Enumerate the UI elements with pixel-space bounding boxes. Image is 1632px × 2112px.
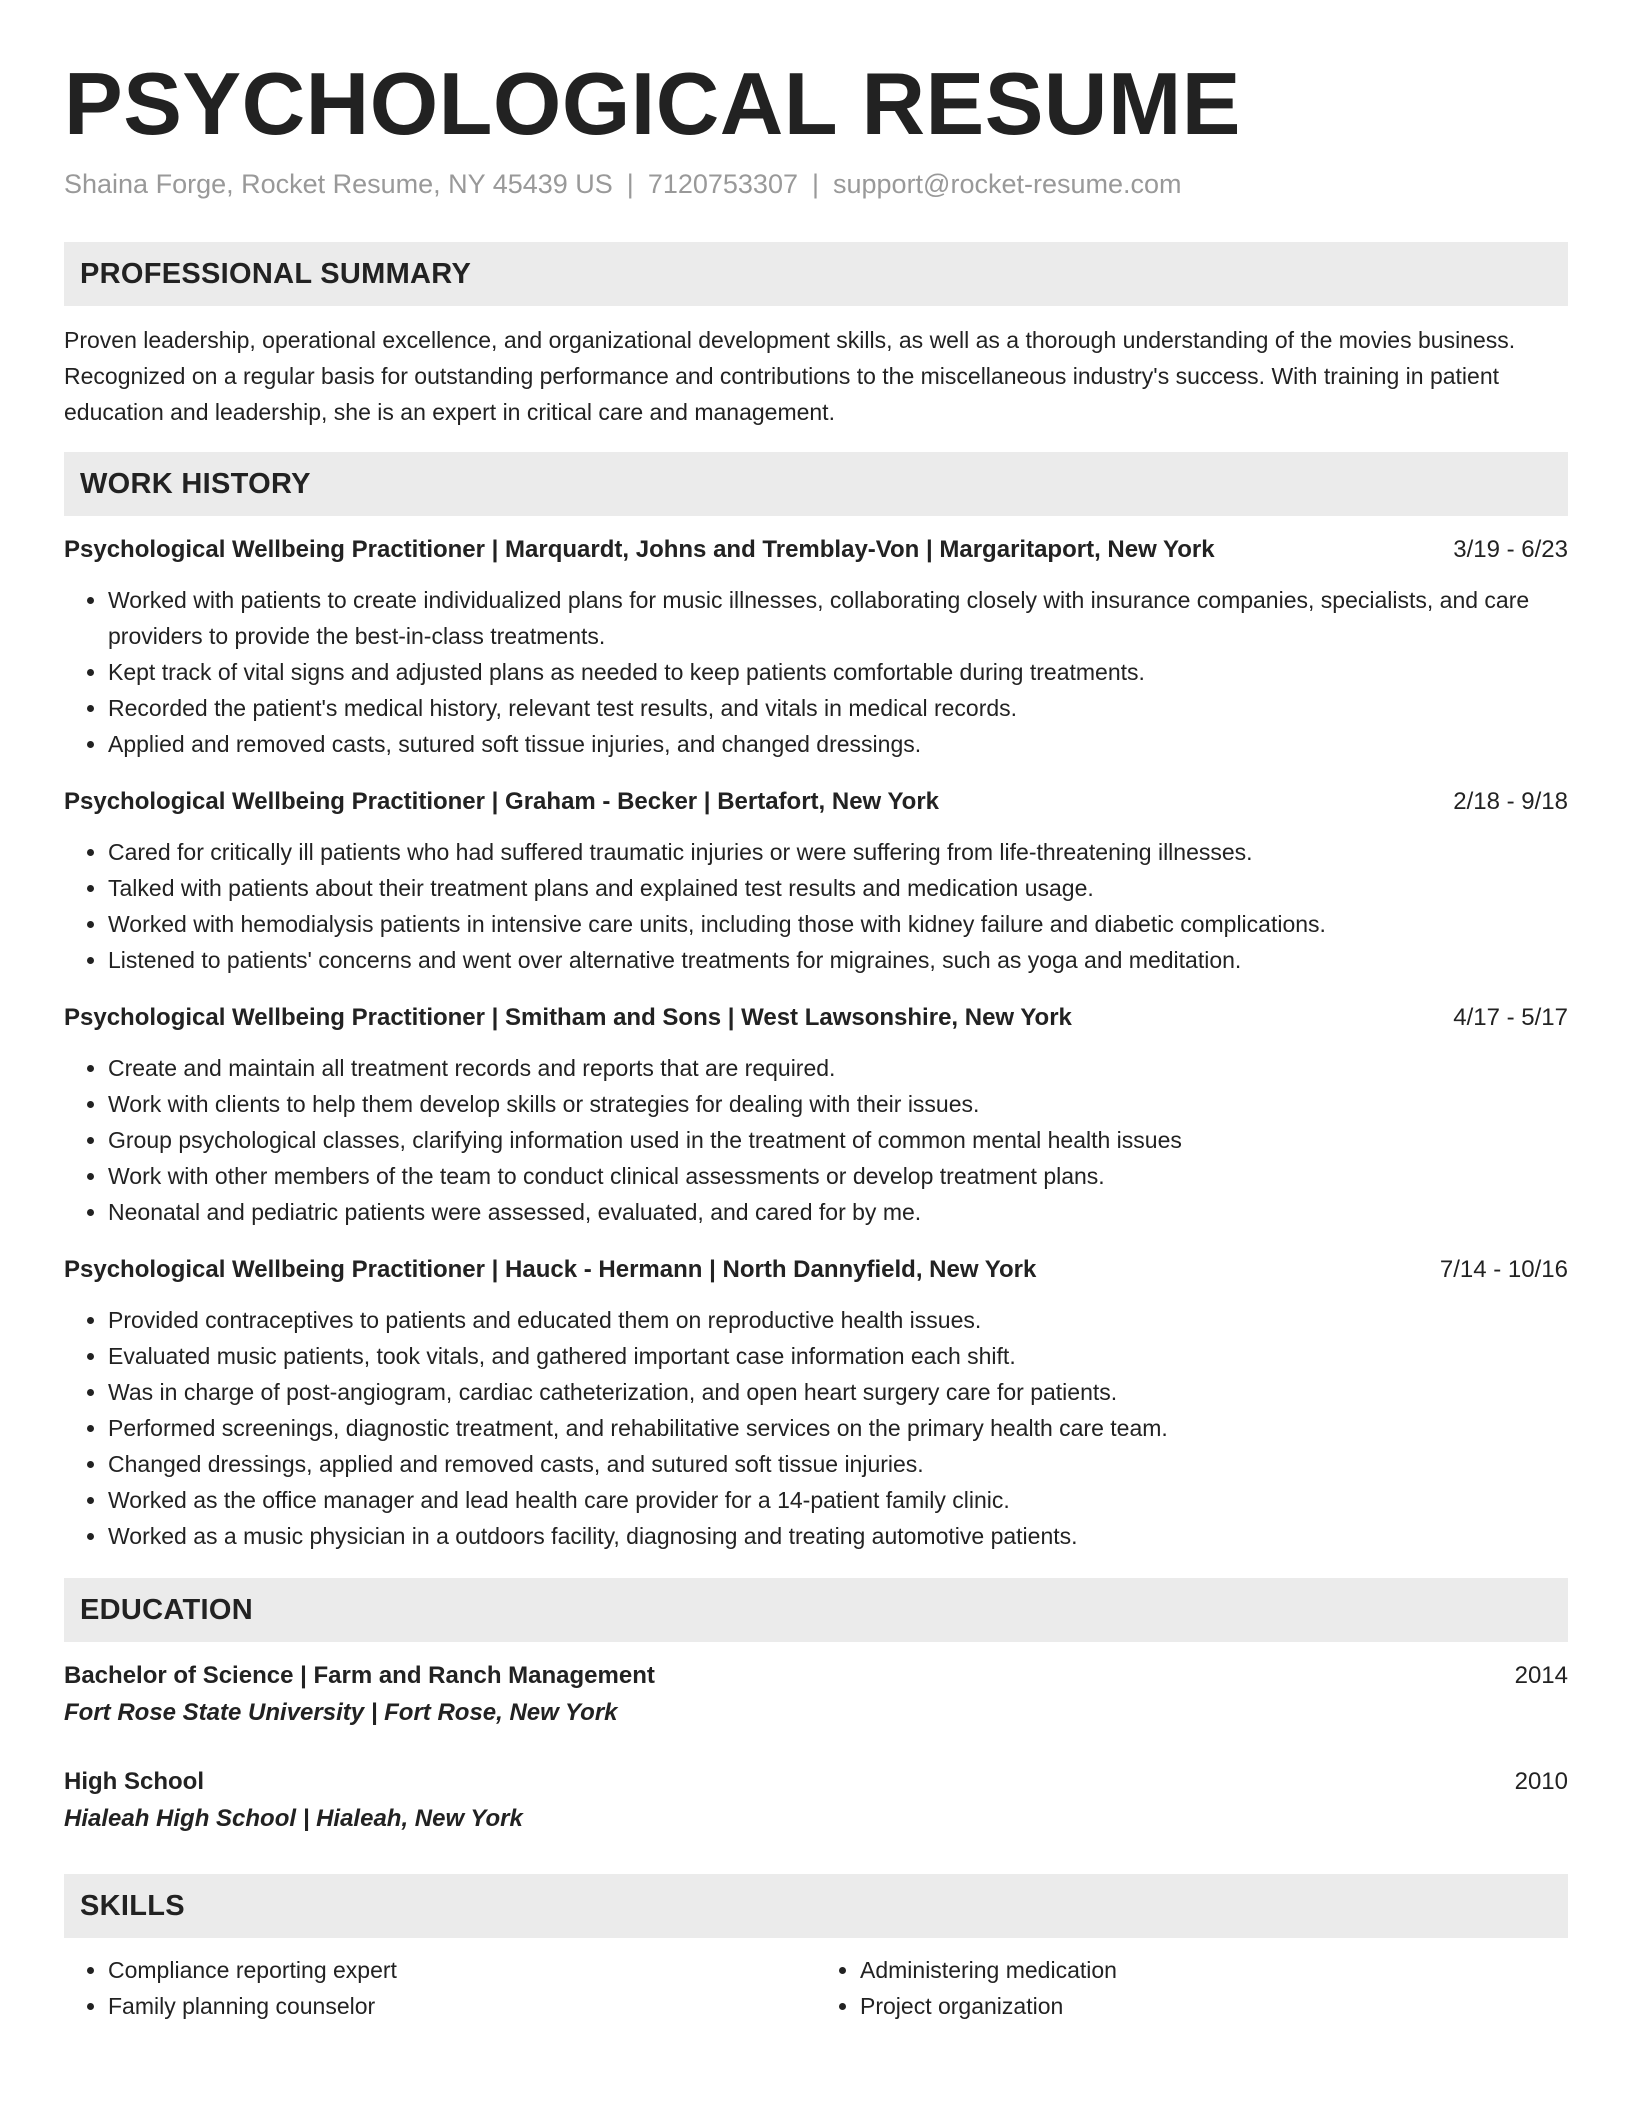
- skill-item: • Family planning counselor: [108, 1988, 816, 2024]
- education-school: Hialeah High School | Hialeah, New York: [64, 1805, 523, 1832]
- education-header: [64, 1658, 1568, 1694]
- job-dates: 2/18 - 9/18: [1453, 788, 1568, 815]
- education-degree: High School: [64, 1768, 204, 1795]
- job-title: Psychological Wellbeing Practitioner | Graham - Becker | Bertafort, New York: [64, 788, 940, 815]
- job-dates: 3/19 - 6/23: [1453, 536, 1568, 563]
- job-bullet: • Create and maintain all treatment records and reports that are required.: [108, 1050, 1568, 1086]
- job-bullet: • Performed screenings, diagnostic treatment, and rehabilitative services on the primary health care team.: [108, 1410, 1568, 1446]
- job-bullets: [64, 1050, 1568, 1230]
- skills-list: [64, 1952, 1568, 2024]
- skills-column-left: [64, 1952, 816, 2024]
- job-bullet: • Changed dressings, applied and removed casts, and sutured soft tissue injuries.: [108, 1446, 1568, 1482]
- job-bullet: • Provided contraceptives to patients and educated them on reproductive health issues.: [108, 1302, 1568, 1338]
- job-dates: 4/17 - 5/17: [1453, 1004, 1568, 1031]
- education-entry: [64, 1764, 1568, 1838]
- contact-email: support@rocket-resume.com: [833, 169, 1182, 199]
- resume-page: [64, 0, 1568, 2024]
- job-header: [64, 1252, 1568, 1288]
- job-title: Psychological Wellbeing Practitioner | Marquardt, Johns and Tremblay-Von | Margaritaport, New York: [64, 536, 1215, 563]
- summary-heading: PROFESSIONAL SUMMARY: [64, 242, 1568, 306]
- work-history-heading: WORK HISTORY: [64, 452, 1568, 516]
- job-bullet: • Evaluated music patients, took vitals, and gathered important case information each shift.: [108, 1338, 1568, 1374]
- job-title: Psychological Wellbeing Practitioner | Smitham and Sons | West Lawsonshire, New York: [64, 1004, 1072, 1031]
- skills-heading: SKILLS: [64, 1874, 1568, 1938]
- job-bullet: • Recorded the patient's medical history, relevant test results, and vitals in medical records.: [108, 690, 1568, 726]
- job-entry: [64, 784, 1568, 978]
- job-bullet: • Cared for critically ill patients who had suffered traumatic injuries or were suffering from life-threatening illnesses.: [108, 834, 1568, 870]
- contact-separator: |: [811, 169, 819, 199]
- job-title: Psychological Wellbeing Practitioner | Hauck - Hermann | North Dannyfield, New York: [64, 1256, 1037, 1283]
- job-dates: 7/14 - 10/16: [1439, 1256, 1568, 1283]
- contact-phone: 7120753307: [647, 169, 798, 199]
- contact-address: Shaina Forge, Rocket Resume, NY 45439 US: [64, 169, 613, 199]
- skill-item: • Compliance reporting expert: [108, 1952, 816, 1988]
- job-bullet: • Listened to patients' concerns and went over alternative treatments for migraines, such as yoga and meditation.: [108, 942, 1568, 978]
- education-degree: Bachelor of Science | Farm and Ranch Management: [64, 1662, 655, 1689]
- job-bullet: • Group psychological classes, clarifying information used in the treatment of common mental health issues: [108, 1122, 1568, 1158]
- education-school: Fort Rose State University | Fort Rose, New York: [64, 1699, 618, 1726]
- job-bullets: [64, 834, 1568, 978]
- job-bullets: [64, 582, 1568, 762]
- job-header: [64, 784, 1568, 820]
- education-year: 2014: [1514, 1662, 1568, 1689]
- job-bullet: • Kept track of vital signs and adjusted plans as needed to keep patients comfortable during treatments.: [108, 654, 1568, 690]
- skill-item: • Administering medication: [860, 1952, 1568, 1988]
- job-bullet: • Neonatal and pediatric patients were assessed, evaluated, and cared for by me.: [108, 1194, 1568, 1230]
- resume-title: PSYCHOLOGICAL RESUME: [64, 54, 1241, 153]
- education-entry: [64, 1658, 1568, 1732]
- job-bullets: [64, 1302, 1568, 1554]
- job-bullet: • Worked as a music physician in a outdoors facility, diagnosing and treating automotive patients.: [108, 1518, 1568, 1554]
- job-entry: [64, 1252, 1568, 1554]
- skill-item: • Project organization: [860, 1988, 1568, 2024]
- job-bullet: • Was in charge of post-angiogram, cardiac catheterization, and open heart surgery care for patients.: [108, 1374, 1568, 1410]
- job-entry: [64, 532, 1568, 762]
- job-bullet: • Worked as the office manager and lead health care provider for a 14-patient family clinic.: [108, 1482, 1568, 1518]
- education-heading: EDUCATION: [64, 1578, 1568, 1642]
- job-header: [64, 1000, 1568, 1036]
- contact-line: [64, 166, 1568, 202]
- job-entry: [64, 1000, 1568, 1230]
- contact-separator: |: [626, 169, 634, 199]
- job-bullet: • Work with other members of the team to conduct clinical assessments or develop treatment plans.: [108, 1158, 1568, 1194]
- summary-text: Proven leadership, operational excellence, and organizational development skills, as well as a thorough understanding of the movies business. Recognized on a regular basis for outstanding performance and contributions to the miscellaneous industry's success. With training in patient education and leadership, she is an expert in critical care and management.: [64, 327, 1516, 425]
- job-bullet: • Applied and removed casts, sutured soft tissue injuries, and changed dressings.: [108, 726, 1568, 762]
- education-header: [64, 1764, 1568, 1800]
- job-bullet: • Worked with patients to create individualized plans for music illnesses, collaborating closely with insurance companies, specialists, and care providers to provide the best-in-class treatments.: [108, 582, 1568, 654]
- education-year: 2010: [1514, 1768, 1568, 1795]
- job-bullet: • Work with clients to help them develop skills or strategies for dealing with their issues.: [108, 1086, 1568, 1122]
- job-bullet: • Talked with patients about their treatment plans and explained test results and medication usage.: [108, 870, 1568, 906]
- job-header: [64, 532, 1568, 568]
- job-bullet: • Worked with hemodialysis patients in intensive care units, including those with kidney failure and diabetic complications.: [108, 906, 1568, 942]
- skills-column-right: [816, 1952, 1568, 2024]
